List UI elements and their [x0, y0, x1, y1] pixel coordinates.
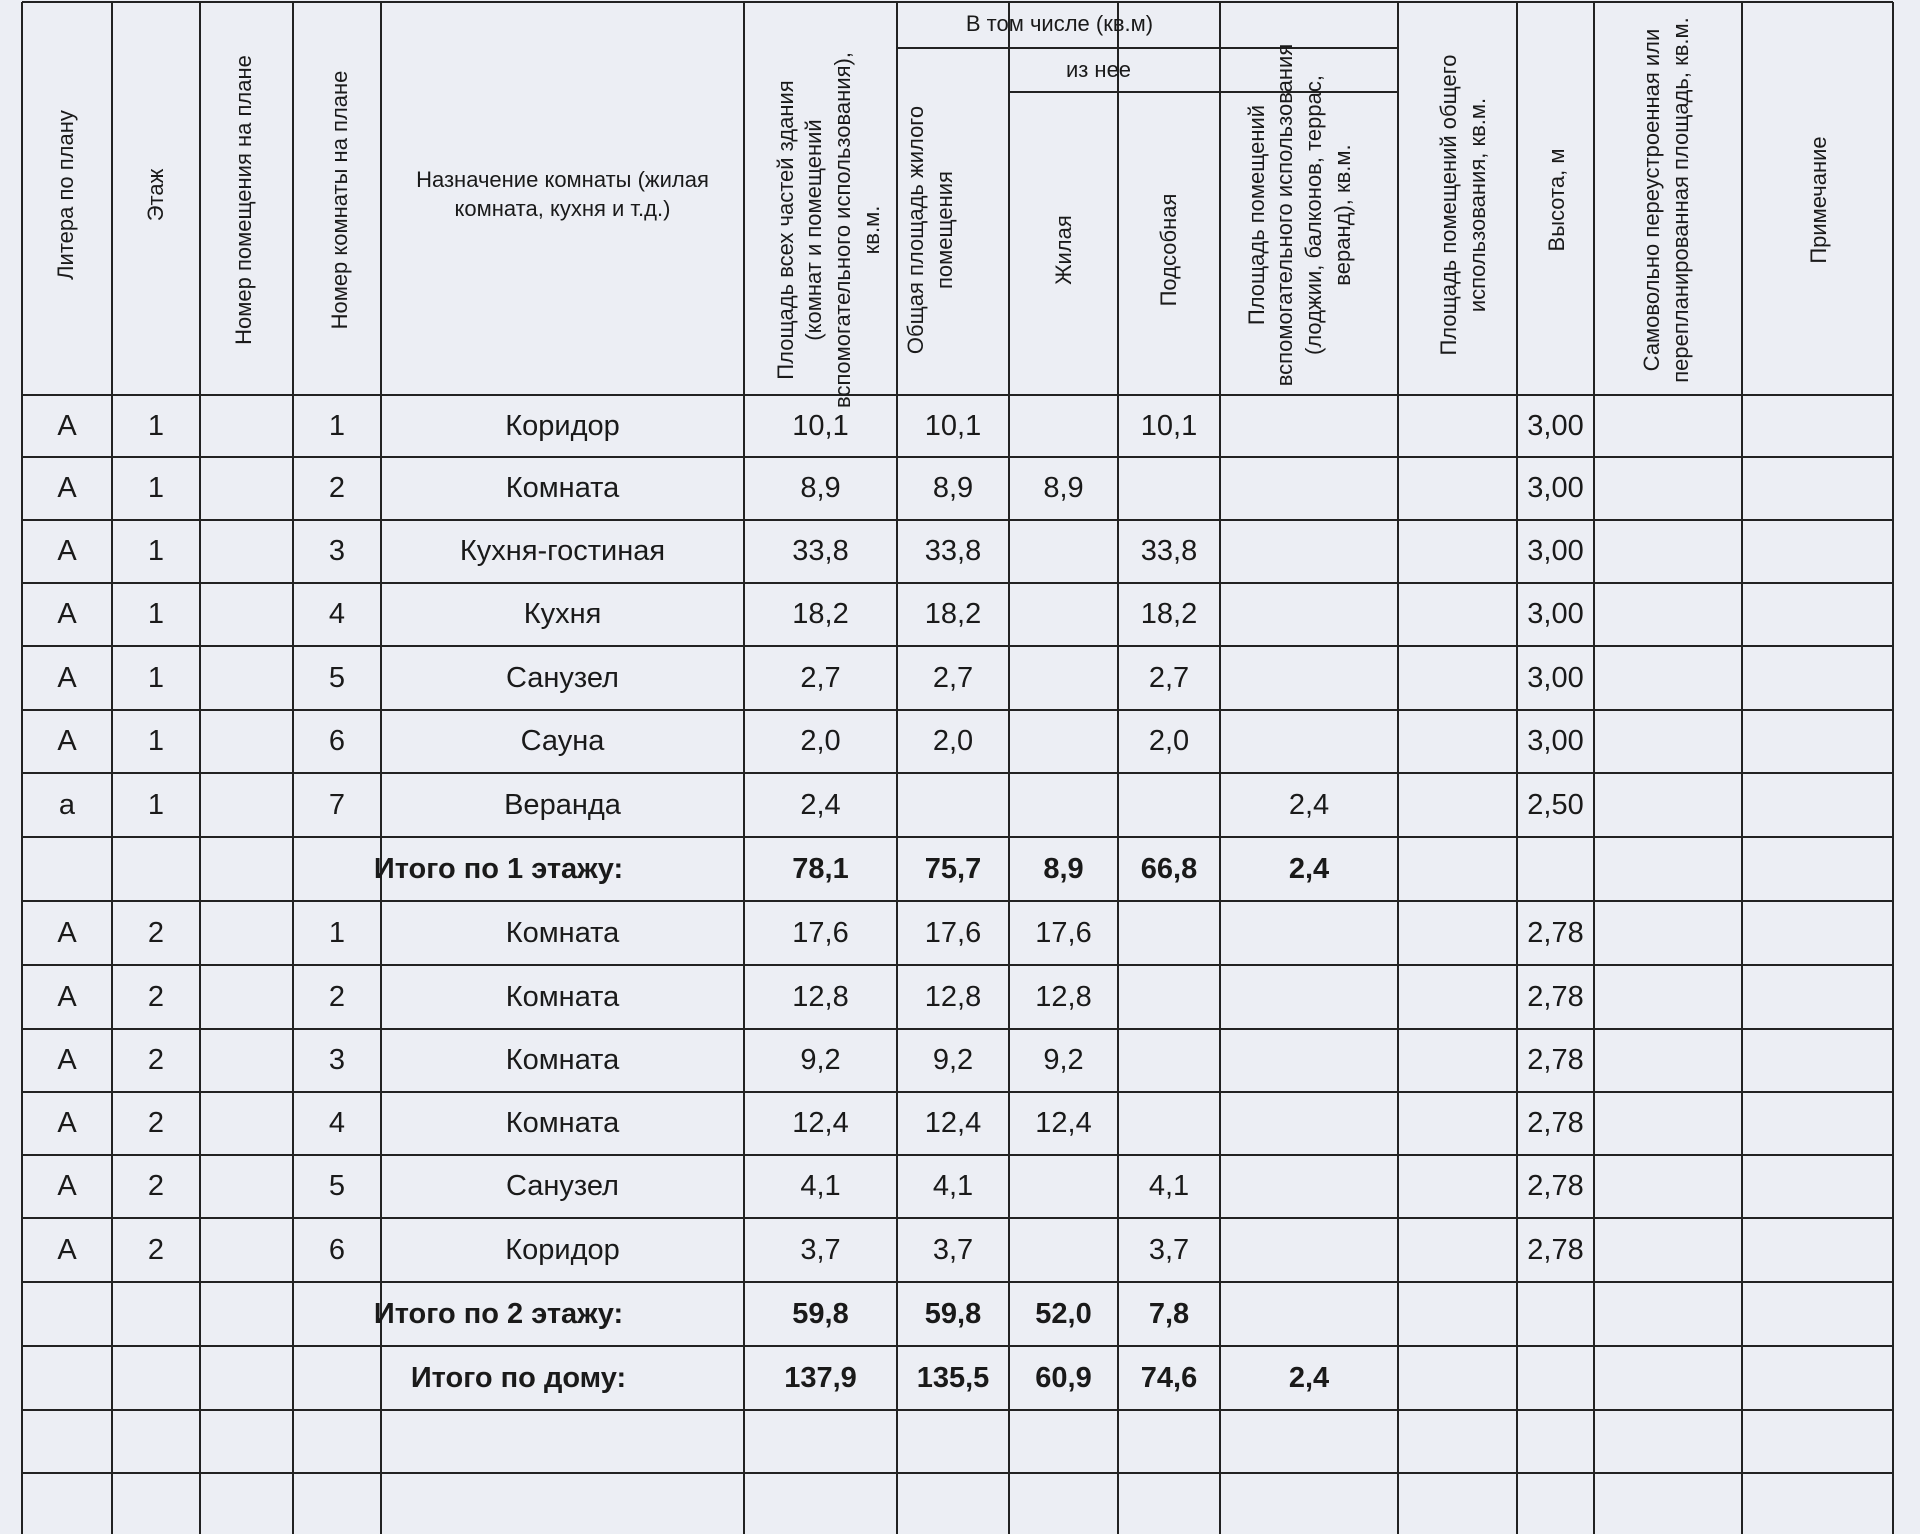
cell-naznachenie: Сауна: [520, 725, 605, 757]
cell-etazh: 1: [147, 661, 165, 694]
cell-etazh: 2: [147, 1170, 165, 1202]
cell-vspomogatelnaya: [1220, 710, 1398, 773]
cell-obshchaya: 59,8: [924, 1297, 982, 1330]
cell-vspomogatelnaya: [1220, 395, 1398, 457]
cell-obshchaya: 2,0: [932, 725, 974, 757]
cell-ploshchad-vsekh: 12,4: [792, 1107, 849, 1139]
cell-etazh: 2: [147, 1107, 165, 1139]
header-obshchego-polzovaniya: Площадь помещений общего использования, кв.м.: [1436, 54, 1490, 356]
cell-ploshchad-vsekh: 3,7: [800, 1233, 841, 1266]
cell-ploshchad-vsekh: 4,1: [800, 1170, 841, 1202]
cell-nomer-komnaty: 4: [328, 598, 346, 630]
cell-ploshchad-vsekh: 12,8: [792, 980, 849, 1013]
cell-etazh: 2: [147, 1233, 165, 1266]
cell-obshchaya: 4,1: [932, 1170, 974, 1202]
cell-total-label: Итого по дому:: [410, 1361, 627, 1394]
cell-vysota: 3,00: [1527, 725, 1584, 757]
cell-vspomogatelnaya: [1220, 583, 1398, 646]
cell-nomer-komnaty: 7: [328, 788, 346, 821]
cell-zhilaya: [1009, 646, 1118, 710]
cell-ploshchad-vsekh: 2,0: [800, 725, 841, 757]
header-naznachenie: Назначение комнаты (жилая комната, кухня и т.д.): [416, 167, 709, 221]
cell-zhilaya: [1009, 1155, 1118, 1218]
cell-obshchaya: 18,2: [924, 598, 982, 630]
cell-total-label: Итого по 2 этажу:: [373, 1297, 624, 1330]
header-zhilaya: Жилая: [1050, 215, 1076, 285]
cell-zhilaya: [1009, 773, 1118, 837]
cell-podsobnaya: [1118, 773, 1220, 837]
cell-naznachenie: Санузел: [506, 1170, 619, 1202]
header-obshchaya: Общая площадь жилого помещения: [903, 105, 957, 355]
cell-ploshchad-vsekh: 18,2: [792, 598, 849, 630]
cell-vspomogatelnaya: 2,4: [1288, 852, 1330, 885]
cell-litera: А: [57, 980, 77, 1013]
cell-nomer-komnaty: 6: [328, 725, 346, 757]
cell-etazh: 1: [147, 725, 165, 757]
cell-zhilaya: 52,0: [1035, 1297, 1092, 1330]
cell-vspomogatelnaya: [1220, 1218, 1398, 1282]
cell-podsobnaya: [1118, 1092, 1220, 1155]
header-podsobnaya: Подсобная: [1155, 193, 1181, 307]
cell-vspomogatelnaya: [1220, 1282, 1398, 1346]
cell-naznachenie: Комната: [505, 1044, 620, 1076]
cell-naznachenie: Комната: [505, 916, 620, 949]
cell-etazh: 1: [147, 598, 165, 630]
header-samovolno: Самовольно переустроенная или перепланированная площадь, кв.м.: [1639, 17, 1693, 383]
cell-vspomogatelnaya: [1220, 1029, 1398, 1092]
cell-podsobnaya: 7,8: [1148, 1297, 1190, 1330]
cell-obshchaya: 135,5: [916, 1361, 990, 1394]
cell-vspomogatelnaya: 2,4: [1288, 788, 1330, 821]
cell-ploshchad-vsekh: 33,8: [792, 535, 849, 567]
cell-podsobnaya: 2,0: [1148, 725, 1190, 757]
cell-naznachenie: Комната: [505, 980, 620, 1013]
cell-vysota: 3,00: [1527, 598, 1584, 630]
cell-etazh: 2: [147, 1044, 165, 1076]
cell-litera: А: [57, 1233, 77, 1266]
cell-zhilaya: 12,8: [1035, 980, 1092, 1013]
header-nomer-pomeshcheniya: Номер помещения на плане: [230, 55, 256, 345]
cell-naznachenie: Кухня-гостиная: [459, 535, 666, 567]
cell-zhilaya: 17,6: [1035, 916, 1092, 949]
cell-podsobnaya: [1118, 457, 1220, 520]
cell-naznachenie: Санузел: [506, 661, 619, 694]
cell-podsobnaya: [1118, 965, 1220, 1029]
cell-ploshchad-vsekh: 8,9: [800, 472, 841, 504]
cell-vysota: 3,00: [1527, 409, 1584, 442]
cell-litera: А: [57, 1044, 77, 1076]
cell-ploshchad-vsekh: 2,7: [800, 661, 841, 694]
cell-litera: А: [57, 725, 77, 757]
cell-zhilaya: [1009, 520, 1118, 583]
cell-podsobnaya: [1118, 901, 1220, 965]
header-vysota: Высота, м: [1543, 148, 1569, 252]
cell-podsobnaya: [1118, 1029, 1220, 1092]
header-v-tom-chisle: В том числе (кв.м): [965, 11, 1154, 37]
cell-etazh: 1: [147, 788, 165, 821]
cell-zhilaya: 12,4: [1035, 1107, 1092, 1139]
cell-litera: А: [57, 661, 77, 694]
cell-vysota: 3,00: [1527, 661, 1584, 694]
cell-obshchaya: 2,7: [932, 661, 974, 694]
cell-obshchaya: 12,8: [924, 980, 982, 1013]
cell-vysota: 2,78: [1527, 980, 1584, 1013]
cell-naznachenie: Комната: [505, 472, 620, 504]
cell-etazh: 2: [147, 980, 165, 1013]
cell-podsobnaya: 4,1: [1148, 1170, 1190, 1202]
cell-obshchaya: 33,8: [924, 535, 982, 567]
cell-ploshchad-vsekh: 17,6: [792, 916, 849, 949]
cell-podsobnaya: 10,1: [1140, 409, 1198, 442]
cell-podsobnaya: 18,2: [1140, 598, 1198, 630]
cell-naznachenie: Коридор: [505, 1233, 620, 1266]
cell-litera: А: [57, 409, 77, 442]
header-etazh: Этаж: [142, 168, 168, 222]
cell-podsobnaya: 33,8: [1140, 535, 1198, 567]
cell-nomer-komnaty: 3: [328, 1044, 346, 1076]
cell-ploshchad-vsekh: 2,4: [800, 788, 841, 821]
cell-vysota: 3,00: [1527, 472, 1584, 504]
cell-obshchaya: 3,7: [932, 1233, 974, 1266]
cell-podsobnaya: 74,6: [1140, 1361, 1198, 1394]
cell-podsobnaya: 2,7: [1148, 661, 1190, 694]
cell-vysota: 2,78: [1527, 916, 1584, 949]
header-primechanie: Примечание: [1805, 136, 1831, 264]
cell-nomer-komnaty: 3: [328, 535, 346, 567]
cell-litera: А: [57, 598, 77, 630]
cell-podsobnaya: 3,7: [1148, 1233, 1190, 1266]
cell-nomer-komnaty: 1: [328, 916, 346, 949]
cell-ploshchad-vsekh: 78,1: [792, 852, 849, 885]
cell-obshchaya: 9,2: [932, 1044, 974, 1076]
cell-nomer-komnaty: 4: [328, 1107, 346, 1139]
cell-vysota: 2,78: [1527, 1233, 1584, 1266]
cell-vspomogatelnaya: 2,4: [1288, 1361, 1330, 1394]
cell-vspomogatelnaya: [1220, 1092, 1398, 1155]
cell-zhilaya: [1009, 1218, 1118, 1282]
cell-naznachenie: Кухня: [523, 598, 602, 630]
cell-litera: А: [57, 535, 77, 567]
cell-obshchaya: 8,9: [932, 472, 974, 504]
cell-ploshchad-vsekh: 137,9: [784, 1361, 857, 1394]
cell-litera: А: [57, 916, 77, 949]
cell-litera: а: [58, 788, 76, 821]
cell-vspomogatelnaya: [1220, 1155, 1398, 1218]
cell-litera: А: [57, 1107, 77, 1139]
cell-nomer-komnaty: 5: [328, 661, 346, 694]
cell-obshchaya: 12,4: [924, 1107, 982, 1139]
cell-vysota: 2,78: [1527, 1107, 1584, 1139]
cell-zhilaya: [1009, 395, 1118, 457]
header-iz-nee: из нее: [1065, 56, 1132, 82]
cell-vspomogatelnaya: [1220, 520, 1398, 583]
cell-ploshchad-vsekh: 59,8: [792, 1297, 849, 1330]
cell-nomer-komnaty: 6: [328, 1233, 346, 1266]
cell-nomer-komnaty: 5: [328, 1170, 346, 1202]
cell-podsobnaya: 66,8: [1140, 852, 1198, 885]
cell-etazh: 1: [147, 472, 165, 504]
cell-etazh: 2: [147, 916, 165, 949]
cell-obshchaya: 75,7: [924, 852, 982, 885]
header-nomer-komnaty: Номер комнаты на плане: [326, 70, 352, 330]
cell-obshchaya: 17,6: [924, 916, 982, 949]
cell-vysota: 2,50: [1527, 788, 1584, 821]
cell-zhilaya: 8,9: [1043, 852, 1084, 885]
cell-vysota: 2,78: [1527, 1044, 1584, 1076]
header-litera: Литера по плану: [52, 110, 78, 280]
cell-etazh: 1: [147, 535, 165, 567]
cell-naznachenie: Веранда: [504, 788, 621, 821]
cell-zhilaya: [1009, 710, 1118, 773]
cell-zhilaya: 8,9: [1043, 472, 1084, 504]
cell-nomer-komnaty: 2: [328, 980, 346, 1013]
cell-zhilaya: 9,2: [1043, 1044, 1084, 1076]
cell-ploshchad-vsekh: 9,2: [800, 1044, 841, 1076]
header-vspomogatelnaya: Площадь помещений вспомогательного использования (лоджии, балконов, террас, веранд), кв.м.: [1243, 43, 1355, 387]
cell-litera: А: [57, 472, 77, 504]
cell-vspomogatelnaya: [1220, 457, 1398, 520]
cell-naznachenie: Комната: [505, 1107, 620, 1139]
cell-obshchaya: [897, 773, 1009, 837]
cell-litera: А: [57, 1170, 77, 1202]
header-ploshchad-vsekh: Площадь всех частей здания (комнат и помещений вспомогательного использования), кв.м.: [772, 52, 884, 408]
cell-vspomogatelnaya: [1220, 901, 1398, 965]
cell-zhilaya: [1009, 583, 1118, 646]
cell-total-label: Итого по 1 этажу:: [373, 852, 624, 885]
cell-obshchaya: 10,1: [924, 409, 982, 442]
cell-ploshchad-vsekh: 10,1: [792, 409, 849, 442]
cell-vysota: 2,78: [1527, 1170, 1584, 1202]
cell-vspomogatelnaya: [1220, 965, 1398, 1029]
cell-nomer-komnaty: 1: [328, 409, 346, 442]
cell-etazh: 1: [147, 409, 165, 442]
cell-naznachenie: Коридор: [505, 409, 620, 442]
cell-vysota: 3,00: [1527, 535, 1584, 567]
cell-zhilaya: 60,9: [1035, 1361, 1092, 1394]
cell-nomer-komnaty: 2: [328, 472, 346, 504]
cell-vspomogatelnaya: [1220, 646, 1398, 710]
